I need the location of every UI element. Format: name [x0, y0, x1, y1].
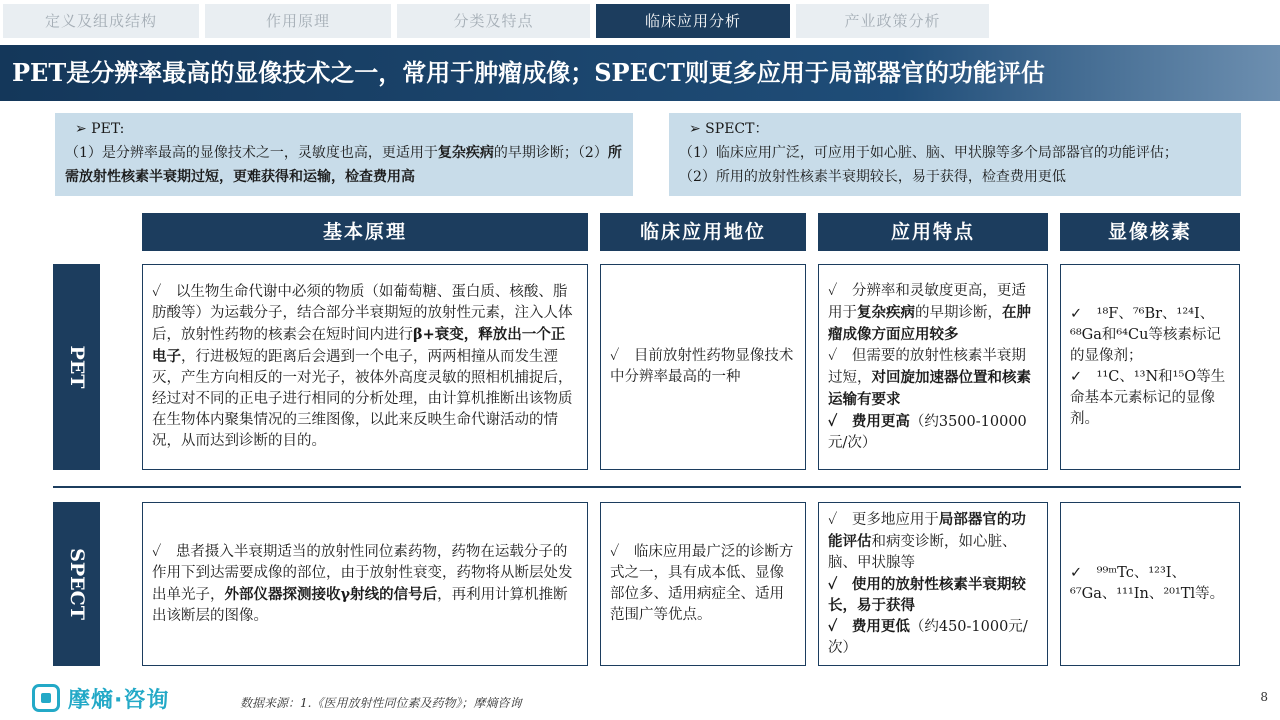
pet-nuclides-cell: [1060, 264, 1240, 470]
pet-feature-2: ✓ 但需要的放射性核素半衰期过短，对回旋加速器位置和核素运输有要求: [828, 347, 1031, 408]
tab-clinical[interactable]: 临床应用分析: [596, 4, 790, 38]
column-header-clinical-status: 临床应用地位: [600, 213, 806, 251]
tab-classification[interactable]: 分类及特点: [397, 4, 590, 38]
page-title: PET是分辨率最高的显像技术之一，常用于肿瘤成像；SPECT则更多应用于局部器官的功能评估: [12, 58, 1045, 87]
pet-status-cell: [600, 264, 806, 470]
row-label-spect: SPECT: [53, 502, 100, 666]
spect-feature-1: ✓ 更多地应用于局部器官的功能评估和病变诊断，如心脏、脑、甲状腺等: [828, 511, 1026, 571]
column-header-features: 应用特点: [818, 213, 1048, 251]
spect-status-cell: [600, 502, 806, 666]
page-number: 8: [1260, 690, 1268, 704]
spect-summary-heading: ➢ SPECT：: [689, 121, 769, 137]
spect-summary-line2: （2）所用的放射性核素半衰期较长，易于获得，检查费用更低: [679, 169, 1066, 185]
pet-summary-text: （1）是分辨率最高的显像技术之一，灵敏度也高，更适用于复杂疾病的早期诊断；（2）所需放射性核素半衰期过短，更难获得和运输，检查费用高: [65, 145, 622, 185]
spect-nuclides-cell: [1060, 502, 1240, 666]
brand-logo-icon: [32, 684, 60, 712]
spect-principle-cell: [142, 502, 588, 666]
pet-feature-3: ✓ 费用更高（约3500-10000元/次）: [828, 412, 1027, 451]
spect-feature-2: ✓ 使用的放射性核素半衰期较长，易于获得: [828, 576, 1026, 614]
spect-principle-text: ✓ 患者摄入半衰期适当的放射性同位素药物，药物在运载分子的作用下到达需要成像的部位，由于放射性衰变，药物将从断层处发出单光子，外部仪器探测接收γ射线的信号后，再利用计算机推断出该断层的图像。: [152, 543, 573, 624]
column-header-principle: 基本原理: [142, 213, 588, 251]
tab-definition[interactable]: 定义及组成结构: [3, 4, 199, 38]
spect-feature-3: ✓ 费用更低（约450-1000元/次）: [828, 618, 1028, 656]
tab-policy[interactable]: 产业政策分析: [796, 4, 989, 38]
row-divider: [53, 486, 1241, 488]
pet-summary-box: [55, 113, 633, 196]
nav-tabs: [0, 0, 1280, 42]
brand-logo-text: 摩熵·咨询: [68, 687, 170, 713]
tab-principle[interactable]: 作用原理: [205, 4, 391, 38]
row-label-pet: PET: [53, 264, 100, 470]
spect-nuclide-text: ✓ ⁹⁹ᵐTc、¹²³I、⁶⁷Ga、¹¹¹In、²⁰¹Tl等。: [1070, 565, 1225, 602]
spect-summary-line1: （1）临床应用广泛，可应用于如心脏、脑、甲状腺等多个局部器官的功能评估；: [679, 145, 1178, 161]
pet-nuclide-1: ✓ ¹⁸F、⁷⁶Br、¹²⁴I、⁶⁸Ga和⁶⁴Cu等核素标记的显像剂；: [1070, 306, 1221, 364]
data-source: 数据来源：1.《医用放射性同位素及药物》；摩熵咨询: [240, 696, 522, 710]
spect-summary-box: [669, 113, 1241, 196]
spect-features-cell: [818, 502, 1048, 666]
title-bar: [0, 45, 1280, 101]
pet-principle-text: ✓ 以生物生命代谢中必须的物质（如葡萄糖、蛋白质、核酸、脂肪酸等）为运载分子，结合部分半衰期短的放射性元素，注入人体后，放射性药物的核素会在短时间内进行β+衰变，释放出一个正电子，行进极短的距离后会遇到一个电子，两两相撞从而发生湮灭，产生方向相反的一对光子，被体外高度灵敏的照相机捕捉后，经过对不同的正电子进行相同的分析处理，由计算机推断出该物质在生物体内聚集情况的三维图像，以此来反映生命代谢活动的情况，从而达到诊断的目的。: [152, 284, 573, 449]
pet-summary-heading: ➢ PET:: [75, 121, 125, 137]
column-header-nuclides: 显像核素: [1060, 213, 1240, 251]
pet-feature-1: ✓ 分辨率和灵敏度更高，更适用于复杂疾病的早期诊断，在肿瘤成像方面应用较多: [828, 282, 1031, 343]
pet-nuclide-2: ✓ ¹¹C、¹³N和¹⁵O等生命基本元素标记的显像剂。: [1070, 369, 1226, 427]
brand-logo: [32, 680, 169, 716]
pet-principle-cell: [142, 264, 588, 470]
spect-status-text: ✓ 临床应用最广泛的诊断方式之一，具有成本低、显像部位多、适用病症全、适用范围广等优点。: [610, 544, 794, 623]
pet-features-cell: [818, 264, 1048, 470]
pet-status-text: ✓ 目前放射性药物显像技术中分辨率最高的一种: [610, 348, 794, 385]
